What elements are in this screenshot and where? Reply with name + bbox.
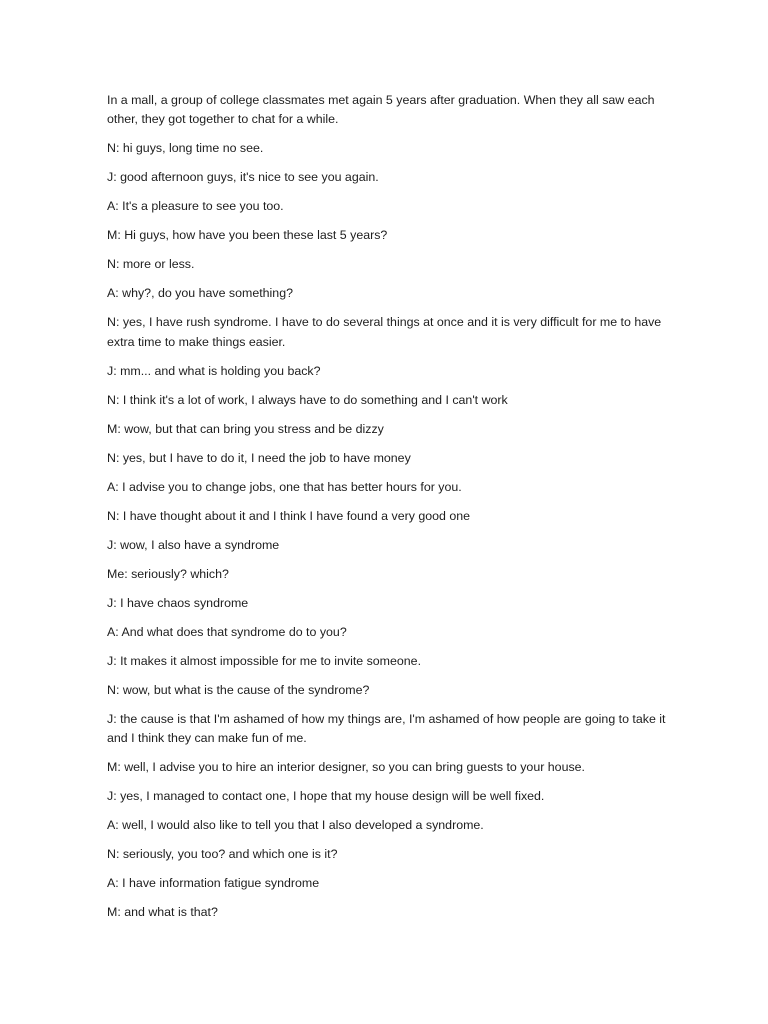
dialogue-line: N: hi guys, long time no see. bbox=[107, 141, 264, 156]
dialogue-line: N: I think it's a lot of work, I always have to do something and I can't work bbox=[107, 392, 508, 407]
intro-paragraph: In a mall, a group of college classmates met again 5 years after graduation. When they all saw each other, they got together to chat for a while. bbox=[107, 93, 655, 127]
dialogue-line: Me: seriously? which? bbox=[107, 566, 229, 581]
dialogue-line: N: seriously, you too? and which one is it? bbox=[107, 847, 338, 862]
dialogue-line: N: yes, I have rush syndrome. I have to do several things at once and it is very difficult for me to have extra time to make things easier. bbox=[107, 315, 662, 349]
dialogue-line: M: well, I advise you to hire an interior designer, so you can bring guests to your house. bbox=[107, 760, 585, 775]
dialogue-line: J: I have chaos syndrome bbox=[107, 595, 249, 610]
dialogue-line: J: yes, I managed to contact one, I hope that my house design will be well fixed. bbox=[107, 789, 545, 804]
dialogue-line: N: more or less. bbox=[107, 257, 195, 272]
dialogue-line: J: the cause is that I'm ashamed of how my things are, I'm ashamed of how people are going to take it and I think they can make fun of me. bbox=[107, 711, 666, 746]
document-page bbox=[107, 91, 667, 932]
dialogue-line: J: wow, I also have a syndrome bbox=[107, 537, 280, 552]
dialogue-line: J: mm... and what is holding you back? bbox=[107, 363, 321, 378]
dialogue-line: A: It's a pleasure to see you too. bbox=[107, 199, 284, 214]
dialogue-line: N: I have thought about it and I think I have found a very good one bbox=[107, 508, 471, 523]
dialogue-line: M: and what is that? bbox=[107, 905, 218, 920]
dialogue-line: N: yes, but I have to do it, I need the job to have money bbox=[107, 450, 411, 465]
dialogue-line: A: And what does that syndrome do to you? bbox=[107, 624, 347, 639]
dialogue-line: A: I have information fatigue syndrome bbox=[107, 876, 320, 891]
dialogue-line: N: wow, but what is the cause of the syndrome? bbox=[107, 682, 370, 697]
dialogue-line: A: why?, do you have something? bbox=[107, 286, 293, 301]
dialogue-line: M: wow, but that can bring you stress and be dizzy bbox=[107, 421, 384, 436]
dialogue-line: J: good afternoon guys, it's nice to see you again. bbox=[107, 170, 379, 185]
dialogue-line: J: It makes it almost impossible for me to invite someone. bbox=[107, 653, 422, 668]
dialogue-line: A: I advise you to change jobs, one that has better hours for you. bbox=[107, 479, 462, 494]
dialogue-line: M: Hi guys, how have you been these last 5 years? bbox=[107, 228, 388, 243]
dialogue-line: A: well, I would also like to tell you that I also developed a syndrome. bbox=[107, 818, 484, 833]
